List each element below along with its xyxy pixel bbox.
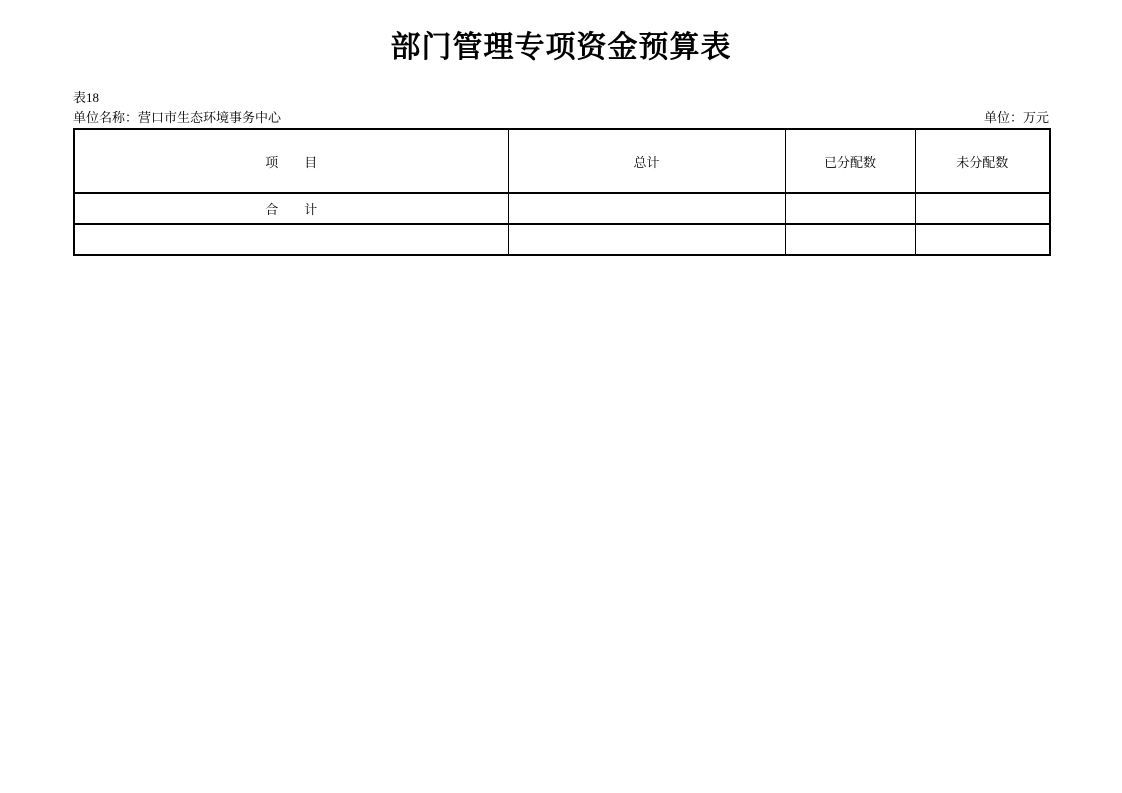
table-row-empty xyxy=(74,224,1050,255)
table-row-total xyxy=(74,193,1050,224)
cell-allocated xyxy=(785,224,915,255)
cell-allocated xyxy=(785,193,915,224)
document-body xyxy=(73,90,1049,256)
budget-table xyxy=(73,128,1051,256)
cell-total xyxy=(508,224,785,255)
table-header-row xyxy=(74,129,1050,193)
document-page xyxy=(0,31,1122,793)
currency-unit-label: 单位：万元 xyxy=(983,109,1049,125)
header-cell-total: 总计 xyxy=(508,129,785,193)
cell-total xyxy=(508,193,785,224)
cell-item: 合 计 xyxy=(74,193,508,224)
cell-item xyxy=(74,224,508,255)
sheet-number-label: 表18 xyxy=(73,90,100,105)
header-cell-item: 项 目 xyxy=(74,129,508,193)
header-cell-unallocated: 未分配数 xyxy=(915,129,1050,193)
cell-unallocated xyxy=(915,224,1050,255)
table-meta-row xyxy=(73,110,1049,127)
cell-unallocated xyxy=(915,193,1050,224)
unit-name-label: 单位名称：营口市生态环境事务中心 xyxy=(73,109,282,125)
header-cell-allocated: 已分配数 xyxy=(785,129,915,193)
page-title: 部门管理专项资金预算表 xyxy=(390,31,732,64)
